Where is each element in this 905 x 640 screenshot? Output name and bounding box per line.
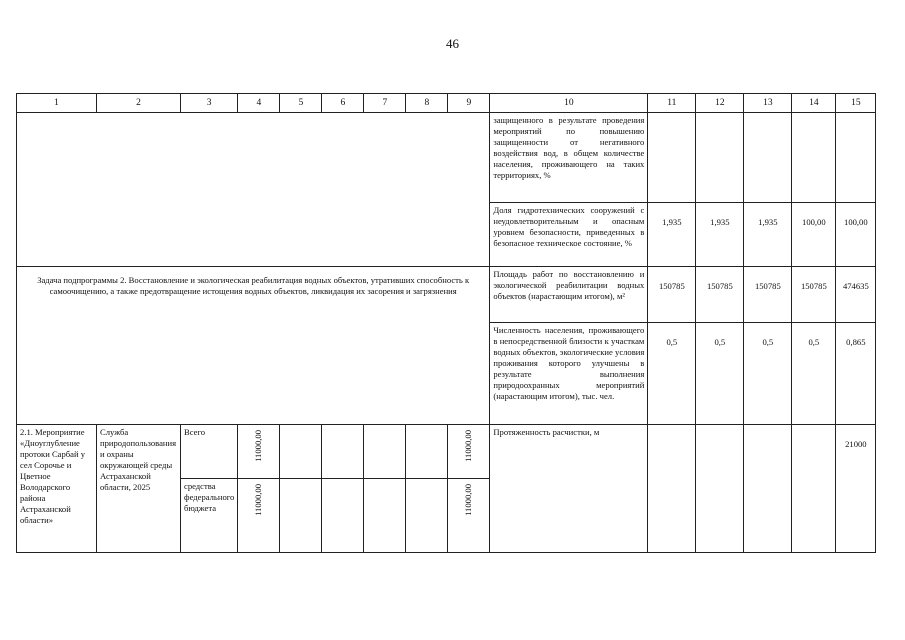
indicator-cell: Численность населения, проживающего в непосредственной близости к участкам водных объектов, экологические условия проживания которого улучшены в результате выполнения природоохранных мероприятий (нарастающим итогом), тыс. чел.	[490, 323, 648, 425]
value-cell	[322, 425, 364, 479]
value-cell: 0,5	[744, 323, 792, 425]
value-cell: 150785	[696, 267, 744, 323]
value-cell	[406, 479, 448, 553]
amount-total-value: 11000,00	[253, 430, 264, 462]
header-cell: 15	[836, 94, 876, 113]
value-cell: 1,935	[744, 203, 792, 267]
value-cell: 0,865	[836, 323, 876, 425]
header-cell: 11	[648, 94, 696, 113]
value-cell	[648, 425, 696, 553]
funding-source-cell: Всего	[181, 425, 238, 479]
value-cell	[648, 113, 696, 203]
value-cell	[696, 113, 744, 203]
indicator-cell: защищенного в результате проведения мероприятий по повышению защищенности от негативного воздействия вод, в общем количестве населения, проживающего на таких территориях, %	[490, 113, 648, 203]
value-cell	[744, 113, 792, 203]
indicator-cell: Площадь работ по восстановлению и экологической реабилитации водных объектов (нарастающим итогом), м²	[490, 267, 648, 323]
value-cell: 1,935	[648, 203, 696, 267]
task-heading: Задача подпрограммы 2. Восстановление и экологическая реабилитация водных объектов, утративших способность к самоочищению, а также предотвращение истощения водных объектов, ликвидация их засорения и загрязнения	[17, 267, 490, 425]
header-cell: 3	[181, 94, 238, 113]
value-cell: 0,5	[696, 323, 744, 425]
header-cell: 9	[448, 94, 490, 113]
value-cell: 150785	[648, 267, 696, 323]
value-cell	[364, 479, 406, 553]
value-cell: 100,00	[836, 203, 876, 267]
header-cell: 10	[490, 94, 648, 113]
table-row	[17, 267, 876, 323]
amount-federal-2025-value: 11000,00	[463, 484, 474, 516]
amount-cell	[448, 425, 490, 479]
amount-federal-value: 11000,00	[253, 484, 264, 516]
value-cell	[744, 425, 792, 553]
value-cell	[836, 113, 876, 203]
measure-name-cell: 2.1. Мероприятие «Дноуглубление протоки Сарбай у сел Сорочье и Цветное Володарского района Астраханской области»	[17, 425, 97, 553]
header-cell: 13	[744, 94, 792, 113]
header-cell: 14	[792, 94, 836, 113]
page-number: 46	[446, 36, 459, 51]
amount-cell	[448, 479, 490, 553]
value-cell	[280, 425, 322, 479]
value-cell	[322, 479, 364, 553]
value-cell	[792, 113, 836, 203]
value-cell: 150785	[792, 267, 836, 323]
header-cell: 12	[696, 94, 744, 113]
program-table	[16, 93, 876, 553]
value-cell: 150785	[744, 267, 792, 323]
value-cell: 474635	[836, 267, 876, 323]
header-cell: 8	[406, 94, 448, 113]
amount-cell	[238, 479, 280, 553]
indicator-cell: Доля гидротехнических сооружений с неудовлетворительным и опасным уровнем безопасности, приведенных в безопасное техническое состояние, %	[490, 203, 648, 267]
value-cell	[406, 425, 448, 479]
value-cell: 1,935	[696, 203, 744, 267]
amount-2025-value: 11000,00	[463, 430, 474, 462]
value-cell: 100,00	[792, 203, 836, 267]
header-cell: 6	[322, 94, 364, 113]
value-cell	[696, 425, 744, 553]
header-cell: 5	[280, 94, 322, 113]
header-cell: 1	[17, 94, 97, 113]
value-cell: 0,5	[792, 323, 836, 425]
value-cell: 0,5	[648, 323, 696, 425]
value-cell	[280, 479, 322, 553]
amount-cell	[238, 425, 280, 479]
header-cell: 7	[364, 94, 406, 113]
funding-source-cell: средства федерального бюджета	[181, 479, 238, 553]
value-cell	[364, 425, 406, 479]
header-cell: 2	[97, 94, 181, 113]
indicator-cell: Протяженность расчистки, м	[490, 425, 648, 553]
header-row	[17, 94, 876, 113]
value-cell: 21000	[836, 425, 876, 553]
table-row	[17, 425, 876, 479]
table-row	[17, 113, 876, 203]
value-cell	[792, 425, 836, 553]
header-cell: 4	[238, 94, 280, 113]
empty-merged-cell	[17, 113, 490, 267]
responsible-cell: Служба природопользования и охраны окружающей среды Астраханской области, 2025	[97, 425, 181, 553]
